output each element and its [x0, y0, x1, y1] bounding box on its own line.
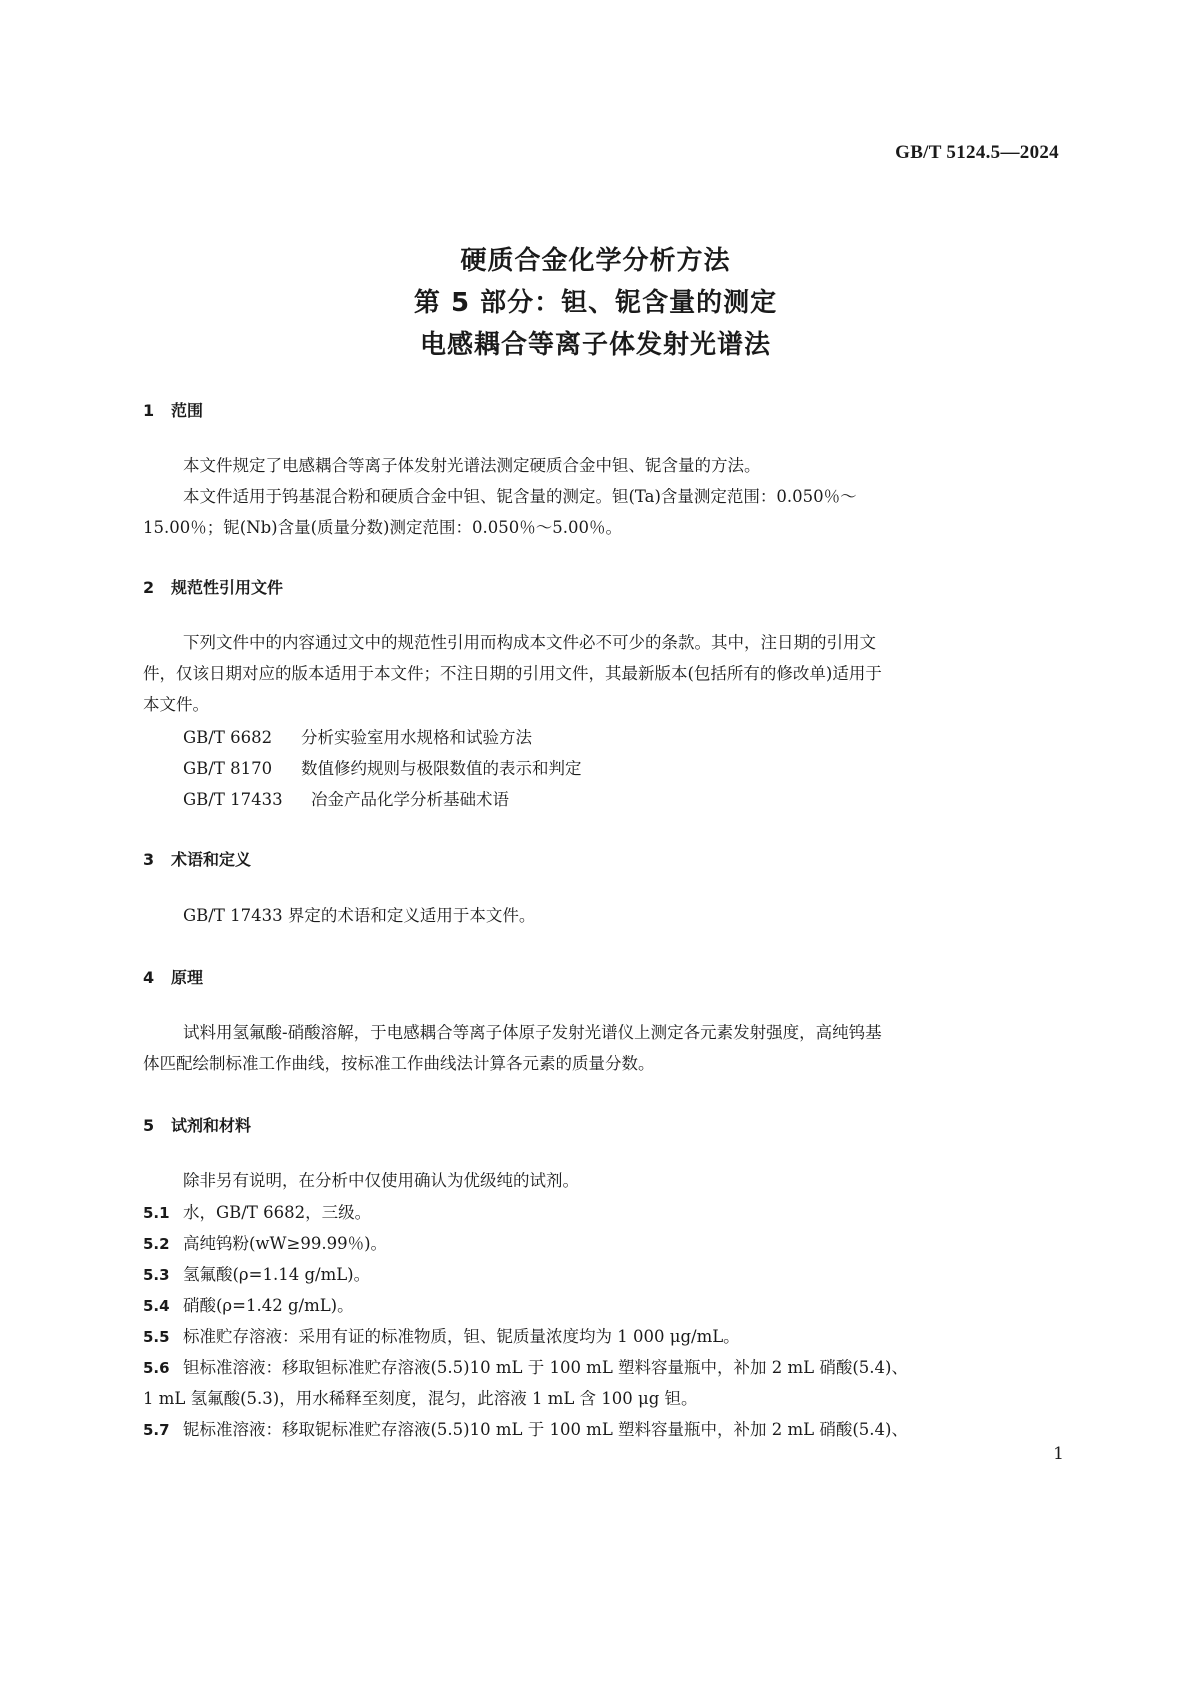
reference-code: GB/T 17433: [183, 790, 283, 809]
title-line-3: 电感耦合等离子体发射光谱法: [419, 330, 771, 360]
text-line: 本文件适用于钨基混合粉和硬质合金中钽、铌含量的测定。钽(Ta)含量测定范围：0.050％～: [183, 487, 857, 506]
references-paragraph: [143, 627, 1059, 720]
reagent-item: [143, 1230, 387, 1254]
text-line: 本文件。: [143, 695, 209, 714]
reference-code: GB/T 8170: [183, 759, 273, 778]
item-number: 5.6: [143, 1359, 170, 1377]
reagents-intro: [143, 1165, 1059, 1196]
section-number: 1: [143, 401, 155, 420]
text-line: 本文件规定了电感耦合等离子体发射光谱法测定硬质合金中钽、铌含量的方法。: [183, 456, 761, 475]
item-text: 硝酸(ρ=1.42 g/mL)。: [183, 1296, 354, 1315]
scope-paragraph: [143, 450, 1059, 543]
terms-paragraph: [143, 900, 1059, 931]
item-text: 标准贮存溶液：采用有证的标准物质，钽、铌质量浓度均为 1 000 μg/mL。: [183, 1327, 740, 1346]
reagent-item: [143, 1354, 908, 1378]
section-title: 术语和定义: [171, 850, 252, 869]
reference-title: 分析实验室用水规格和试验方法: [301, 728, 532, 747]
item-number: 5.3: [143, 1266, 170, 1284]
item-text: 氢氟酸(ρ=1.14 g/mL)。: [183, 1265, 371, 1284]
reference-item: [183, 786, 509, 810]
reagent-item-continuation: 1 mL 氢氟酸(5.3)，用水稀释至刻度，混匀，此溶液 1 mL 含 100 μg 钽。: [143, 1389, 698, 1408]
item-number: 5.2: [143, 1235, 170, 1253]
section-heading-normative-references: [143, 575, 283, 598]
section-title: 规范性引用文件: [171, 578, 284, 597]
reference-item: [183, 755, 582, 779]
item-number: 5.7: [143, 1421, 170, 1439]
item-text: 铌标准溶液：移取铌标准贮存溶液(5.5)10 mL 于 100 mL 塑料容量瓶中，补加 2 mL 硝酸(5.4)、: [183, 1420, 908, 1439]
reference-title: 冶金产品化学分析基础术语: [311, 790, 509, 809]
section-number: 2: [143, 578, 155, 597]
section-number: 5: [143, 1116, 155, 1135]
title-line-2: 第 5 部分：钽、铌含量的测定: [413, 288, 778, 318]
text-line: 15.00％；铌(Nb)含量(质量分数)测定范围：0.050％～5.00％。: [143, 518, 622, 537]
reagent-item: [143, 1199, 371, 1223]
item-number: 5.1: [143, 1204, 170, 1222]
section-heading-terms: [143, 847, 251, 870]
reagent-item: [143, 1292, 354, 1316]
text-line: 体匹配绘制标准工作曲线，按标准工作曲线法计算各元素的质量分数。: [143, 1054, 655, 1073]
text-line: 件，仅该日期对应的版本适用于本文件；不注日期的引用文件，其最新版本(包括所有的修改单)适用于: [143, 664, 882, 683]
reagent-item: [143, 1261, 370, 1285]
reference-title: 数值修约规则与极限数值的表示和判定: [301, 759, 582, 778]
section-heading-scope: [143, 398, 203, 421]
text-line: 试料用氢氟酸-硝酸溶解，于电感耦合等离子体原子发射光谱仪上测定各元素发射强度，高纯钨基: [183, 1023, 882, 1042]
principle-paragraph: [143, 1017, 1059, 1079]
page-number: 1: [1053, 1444, 1064, 1464]
item-text: 水，GB/T 6682，三级。: [183, 1203, 372, 1222]
reference-code: GB/T 6682: [183, 728, 273, 747]
section-title: 原理: [171, 968, 204, 987]
item-number: 5.4: [143, 1297, 170, 1315]
item-text: 高纯钨粉(wW≥99.99％)。: [183, 1234, 388, 1253]
text-line: 下列文件中的内容通过文中的规范性引用而构成本文件必不可少的条款。其中，注日期的引用文: [183, 633, 876, 652]
title-line-1: 硬质合金化学分析方法: [460, 246, 731, 276]
section-heading-reagents: [143, 1113, 251, 1136]
section-number: 3: [143, 850, 155, 869]
reference-item: [183, 724, 532, 748]
reagent-item: [143, 1416, 908, 1440]
section-number: 4: [143, 968, 155, 987]
section-heading-principle: [143, 965, 203, 988]
section-title: 范围: [171, 401, 204, 420]
item-number: 5.5: [143, 1328, 170, 1346]
text-line: GB/T 17433 界定的术语和定义适用于本文件。: [183, 906, 536, 925]
document-title: [0, 240, 1191, 366]
section-title: 试剂和材料: [171, 1116, 252, 1135]
item-text: 钽标准溶液：移取钽标准贮存溶液(5.5)10 mL 于 100 mL 塑料容量瓶中，补加 2 mL 硝酸(5.4)、: [183, 1358, 908, 1377]
standard-code: GB/T 5124.5—2024: [895, 142, 1059, 163]
reagent-item: [143, 1323, 740, 1347]
text-line: 除非另有说明，在分析中仅使用确认为优级纯的试剂。: [183, 1171, 579, 1190]
